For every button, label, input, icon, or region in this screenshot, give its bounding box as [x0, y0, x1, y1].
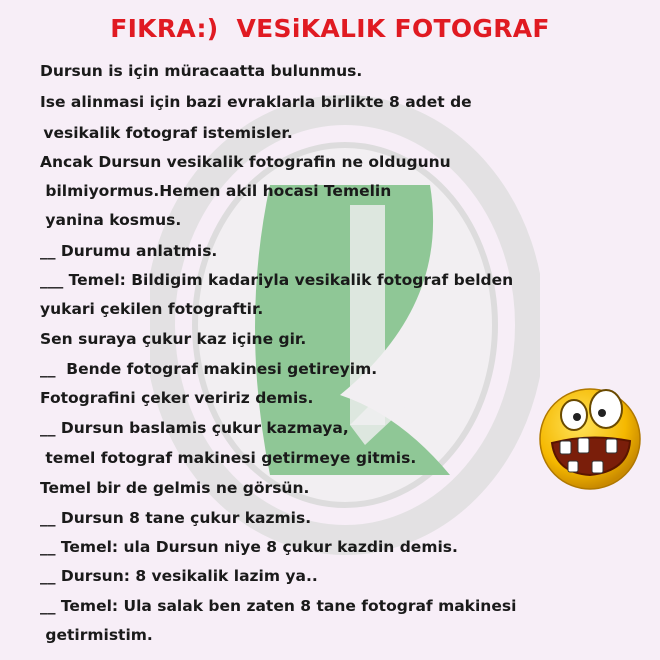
text-line: yanina kosmus. [40, 211, 182, 229]
text-line: temel fotograf makinesi getirmeye gitmis. [40, 449, 417, 467]
text-line: Temel bir de gelmis ne görsün. [40, 479, 310, 497]
text-line: __ Dursun 8 tane çukur kazmis. [40, 509, 312, 527]
text-line: Sen suraya çukur kaz içine gir. [40, 330, 307, 348]
text-line: Fotografini çeker veririz demis. [40, 389, 314, 407]
text-line: __ Bende fotograf makinesi getireyim. [40, 360, 378, 378]
text-line: ___ Temel: Bildigim kadariyla vesikalik fotograf belden [40, 271, 514, 289]
toothy-grin-smiley-icon [530, 375, 650, 495]
page-title: FIKRA:) VESiKALIK FOTOGRAF [110, 14, 550, 43]
text-line: vesikalik fotograf istemisler. [38, 124, 293, 142]
text-line: __ Temel: Ula salak ben zaten 8 tane fotograf makinesi [40, 597, 517, 615]
text-line: bilmiyormus.Hemen akil hocasi Temelin [40, 182, 392, 200]
text-line: Ancak Dursun vesikalik fotografin ne oldugunu [40, 153, 451, 171]
text-line: Dursun is için müracaatta bulunmus. [40, 62, 363, 80]
text-line: __ Durumu anlatmis. [40, 242, 218, 260]
text-line: Ise alinmasi için bazi evraklarla birlikte 8 adet de [40, 93, 472, 111]
text-line: getirmistim. [40, 626, 153, 644]
text-line: __ Temel: ula Dursun niye 8 çukur kazdin demis. [40, 538, 458, 556]
text-line: __ Dursun baslamis çukur kazmaya, [40, 419, 349, 437]
text-line: __ Dursun: 8 vesikalik lazim ya.. [40, 567, 318, 585]
text-line: yukari çekilen fotograftir. [40, 300, 264, 318]
